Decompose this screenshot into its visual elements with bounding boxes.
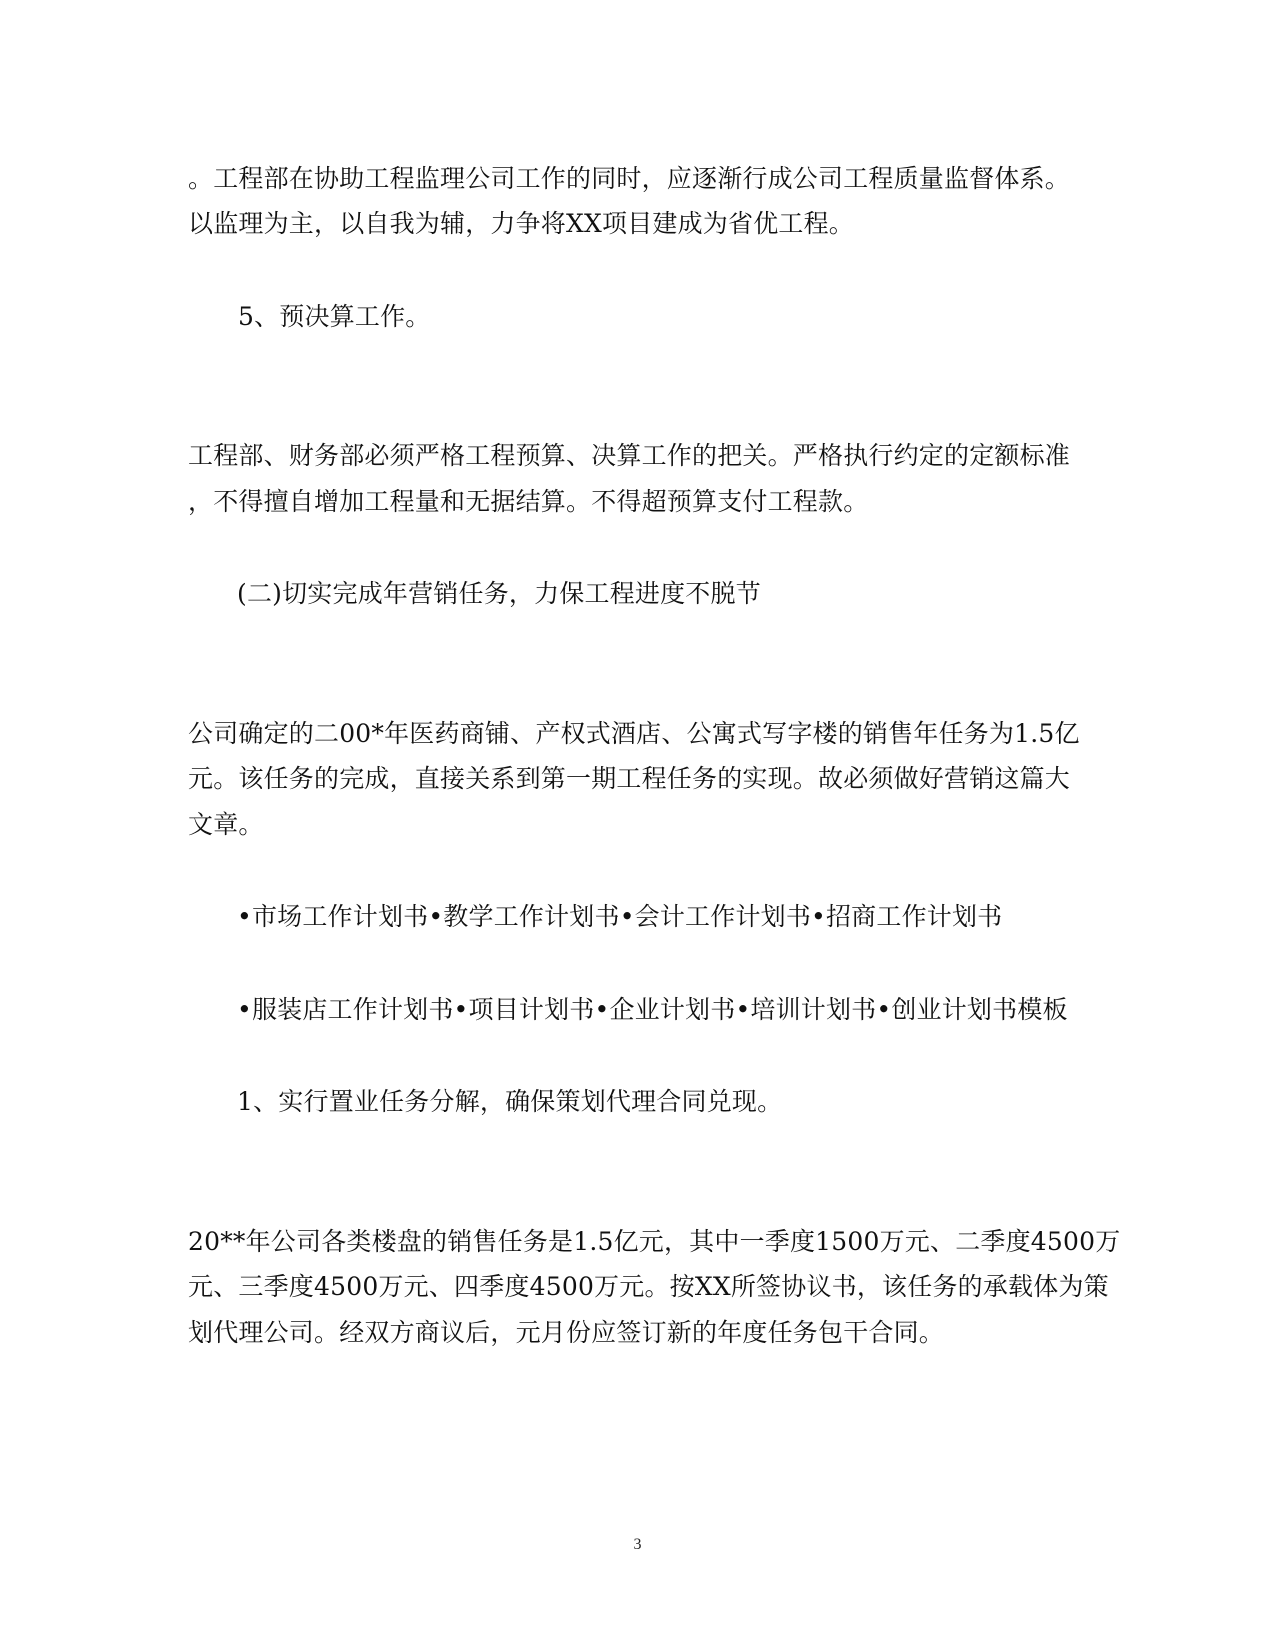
paragraph-4-line-2: 元、三季度4500万元、四季度4500万元。按XX所签协议书，该任务的承载体为策 (188, 1272, 1109, 1301)
paragraph-3-line-3: 文章。 (188, 810, 264, 839)
paragraph-4-line-1: 20**年公司各类楼盘的销售任务是1.5亿元，其中一季度1500万元、二季度4500万 (188, 1227, 1121, 1256)
paragraph-4-line-3: 划代理公司。经双方商议后，元月份应签订新的年度任务包干合同。 (188, 1318, 945, 1347)
paragraph-3-line-1: 公司确定的二00*年医药商铺、产权式酒店、公寓式写字楼的销售年任务为1.5亿 (188, 719, 1080, 748)
section-heading-task-breakdown: 1、实行置业任务分解，确保策划代理合同兑现。 (237, 1087, 783, 1116)
paragraph-2-line-1: 工程部、财务部必须严格工程预算、决算工作的把关。严格执行约定的定额标准 (188, 441, 1071, 470)
related-links-line-1: •市场工作计划书•教学工作计划书•会计工作计划书•招商工作计划书 (237, 902, 1003, 931)
paragraph-1-line-2: 以监理为主，以自我为辅，力争将XX项目建成为省优工程。 (188, 209, 854, 238)
related-links-line-2: •服装店工作计划书•项目计划书•企业计划书•培训计划书•创业计划书模板 (237, 995, 1068, 1024)
paragraph-3-line-2: 元。该任务的完成，直接关系到第一期工程任务的实现。故必须做好营销这篇大 (188, 764, 1071, 793)
section-heading-budget: 5、预决算工作。 (238, 302, 431, 331)
page-number: 3 (633, 1536, 642, 1553)
paragraph-1-line-1: 。工程部在协助工程监理公司工作的同时，应逐渐行成公司工程质量监督体系。 (188, 164, 1071, 193)
paragraph-2-line-2: ，不得擅自增加工程量和无据结算。不得超预算支付工程款。 (188, 487, 869, 516)
section-heading-marketing: (二)切实完成年营销任务，力保工程进度不脱节 (237, 579, 761, 608)
